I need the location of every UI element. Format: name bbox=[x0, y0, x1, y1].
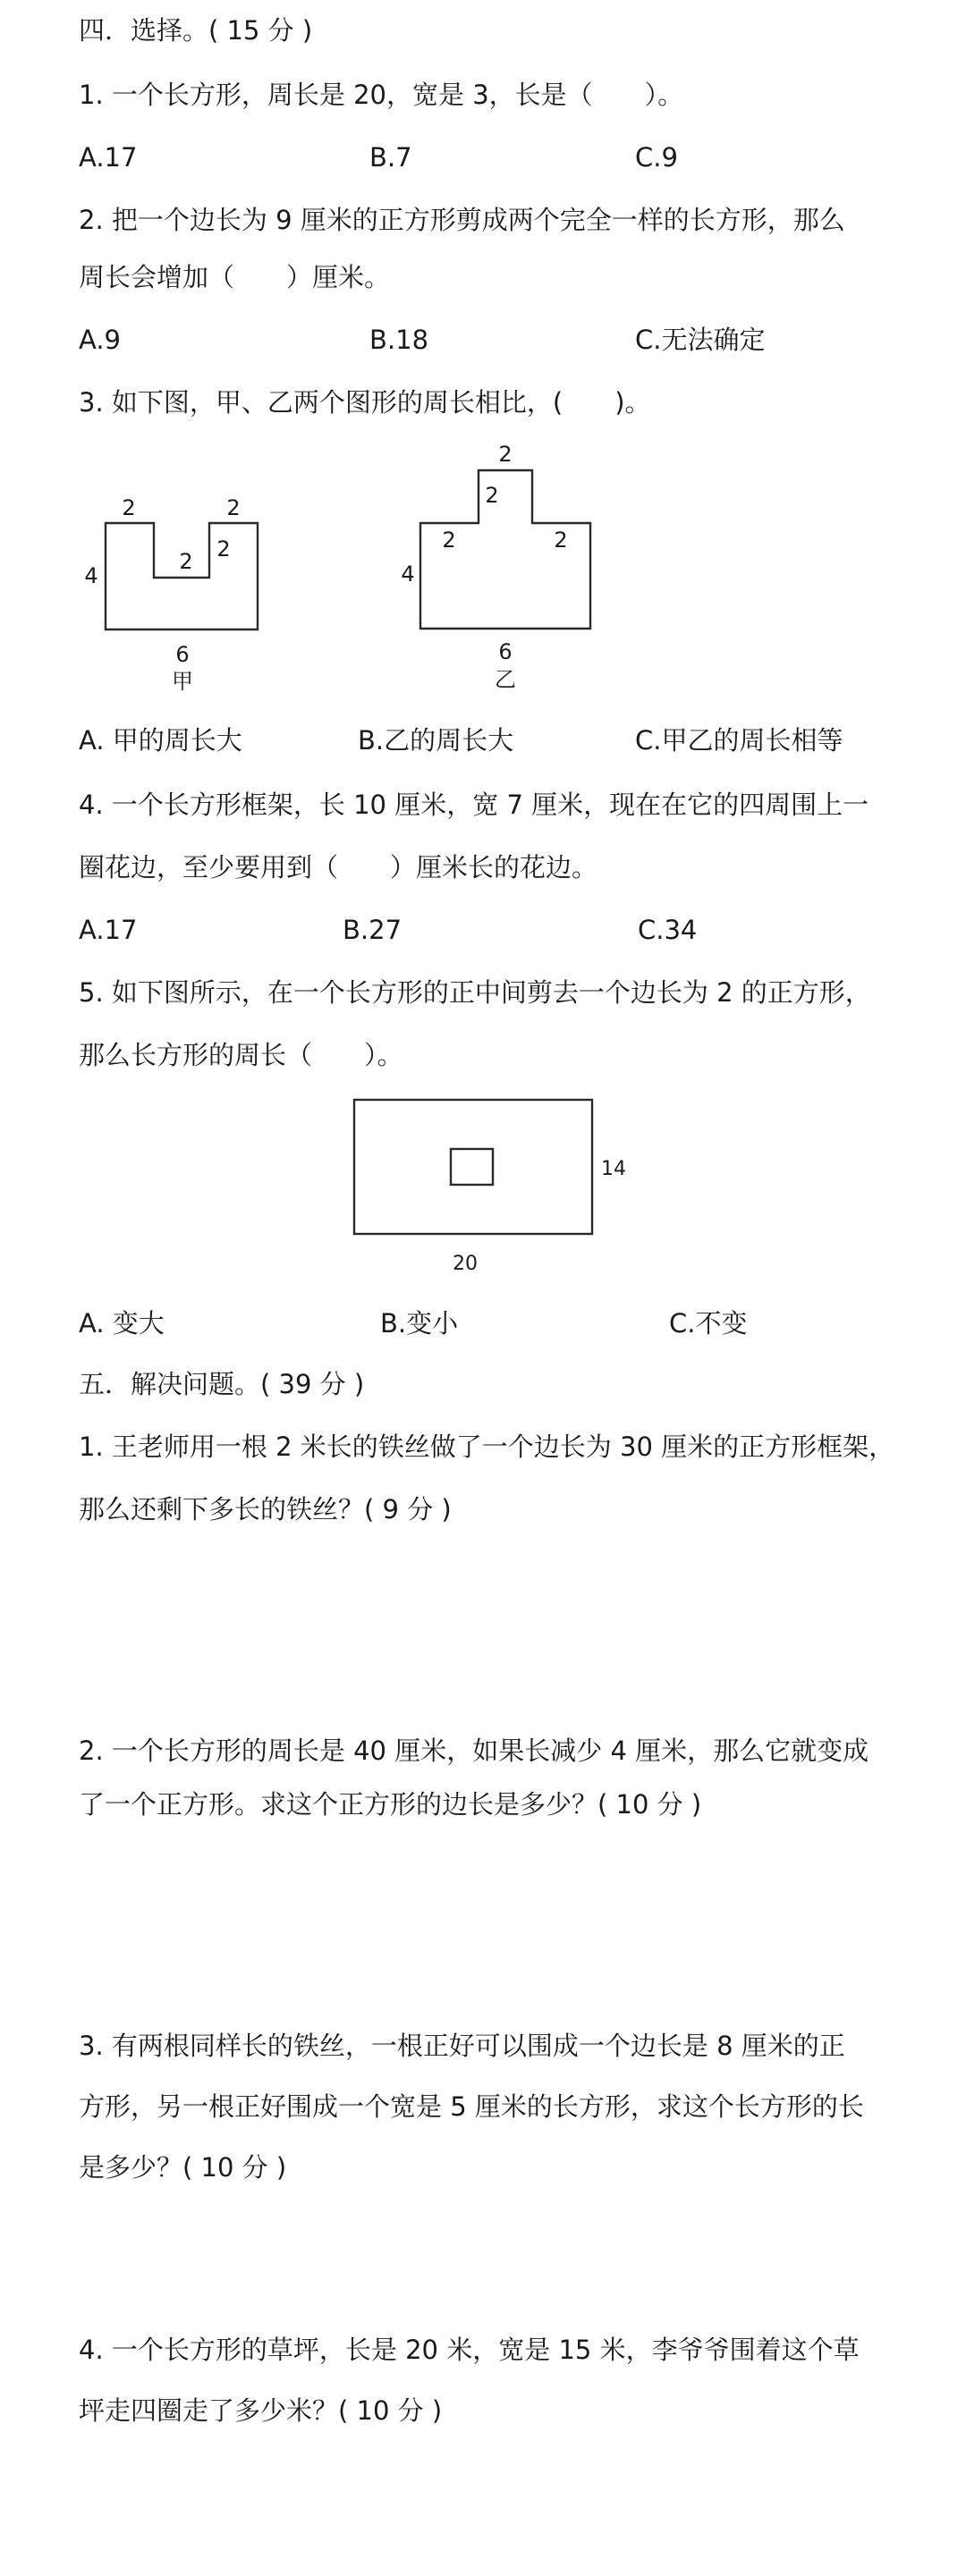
jia-left-label: 4 bbox=[84, 563, 98, 588]
q5-option-b: B.变小 bbox=[380, 1308, 459, 1339]
question-2-line2: 周长会增加（ ）厘米。 bbox=[79, 262, 391, 292]
q2-option-b: B.18 bbox=[369, 325, 429, 355]
problem-1-line2: 那么还剩下多长的铁丝？( 9 分 ) bbox=[79, 1494, 452, 1524]
question-2-line1: 2. 把一个边长为 9 厘米的正方形剪成两个完全一样的长方形，那么 bbox=[79, 205, 845, 235]
figure-yi bbox=[394, 429, 608, 706]
question-3-text: 3. 如下图，甲、乙两个图形的周长相比，( )。 bbox=[79, 387, 651, 418]
section-heading: 五．解决问题。( 39 分 ) bbox=[79, 1369, 365, 1399]
problem-4-line2: 坪走四圈走了多少米？( 10 分 ) bbox=[79, 2395, 443, 2426]
yi-left-label: 4 bbox=[401, 562, 415, 587]
q1-option-c: C.9 bbox=[635, 142, 678, 173]
q2-option-c: C.无法确定 bbox=[635, 325, 766, 355]
question-4-line1: 4. 一个长方形框架，长 10 厘米，宽 7 厘米，现在在它的四周围上一 bbox=[79, 790, 869, 820]
q4-option-b: B.27 bbox=[343, 915, 402, 945]
question-5-line2: 那么长方形的周长（ ）。 bbox=[79, 1040, 403, 1070]
q3-option-c: C.甲乙的周长相等 bbox=[635, 725, 843, 756]
problem-3-line1: 3. 有两根同样长的铁丝，一根正好可以围成一个边长是 8 厘米的正 bbox=[79, 2031, 845, 2061]
section-heading: 四．选择。( 15 分 ) bbox=[79, 15, 313, 46]
yi-tab-side-label: 2 bbox=[485, 483, 499, 508]
q5-option-c: C.不变 bbox=[669, 1308, 748, 1339]
q3-option-b: B.乙的周长大 bbox=[358, 725, 514, 756]
question-1-text: 1. 一个长方形，周长是 20，宽是 3，长是（ ）。 bbox=[79, 80, 684, 110]
jia-notch-side-label: 2 bbox=[216, 536, 231, 562]
q5-option-a: A. 变大 bbox=[79, 1308, 165, 1339]
problem-2-line2: 了一个正方形。求这个正方形的边长是多少？( 10 分 ) bbox=[79, 1789, 702, 1820]
yi-top-label: 2 bbox=[498, 442, 513, 467]
problem-1-line1: 1. 王老师用一根 2 米长的铁丝做了一个边长为 30 厘米的正方形框架， bbox=[79, 1432, 895, 1462]
yi-bottom-label: 6 bbox=[498, 639, 513, 664]
jia-name-label: 甲 bbox=[172, 669, 193, 694]
problem-4-line1: 4. 一个长方形的草坪，长是 20 米，宽是 15 米，李爷爷围着这个草 bbox=[79, 2335, 860, 2365]
q4-option-c: C.34 bbox=[638, 915, 698, 945]
jia-notch-bottom-label: 2 bbox=[179, 549, 193, 574]
q5-rectangle bbox=[354, 1100, 592, 1234]
q3-option-a: A. 甲的周长大 bbox=[79, 725, 242, 756]
problem-2-line1: 2. 一个长方形的周长是 40 厘米，如果长减少 4 厘米，那么它就变成 bbox=[79, 1736, 869, 1766]
figure-q5 bbox=[340, 1091, 644, 1283]
yi-left-top-label: 2 bbox=[442, 528, 456, 553]
question-4-line2: 圈花边，至少要用到（ ）厘米长的花边。 bbox=[79, 852, 598, 883]
problem-3-line3: 是多少？( 10 分 ) bbox=[79, 2152, 287, 2183]
q5-cut-square bbox=[451, 1149, 493, 1185]
jia-top-left-label: 2 bbox=[122, 495, 136, 520]
q5-width-label: 20 bbox=[453, 1253, 478, 1275]
yi-right-top-label: 2 bbox=[554, 528, 568, 553]
problem-3-line2: 方形，另一根正好围成一个宽是 5 厘米的长方形，求这个长方形的长 bbox=[79, 2091, 864, 2122]
figure-jia-outline bbox=[106, 523, 258, 629]
jia-top-right-label: 2 bbox=[226, 495, 241, 520]
question-5-line1: 5. 如下图所示，在一个长方形的正中间剪去一个边长为 2 的正方形， bbox=[79, 977, 871, 1008]
q4-option-a: A.17 bbox=[79, 915, 138, 945]
q1-option-b: B.7 bbox=[369, 142, 412, 173]
yi-name-label: 乙 bbox=[495, 667, 516, 692]
q1-option-a: A.17 bbox=[79, 142, 138, 173]
figure-jia bbox=[72, 474, 286, 706]
q5-height-label: 14 bbox=[601, 1158, 626, 1180]
q2-option-a: A.9 bbox=[79, 325, 121, 355]
jia-bottom-label: 6 bbox=[175, 642, 190, 667]
